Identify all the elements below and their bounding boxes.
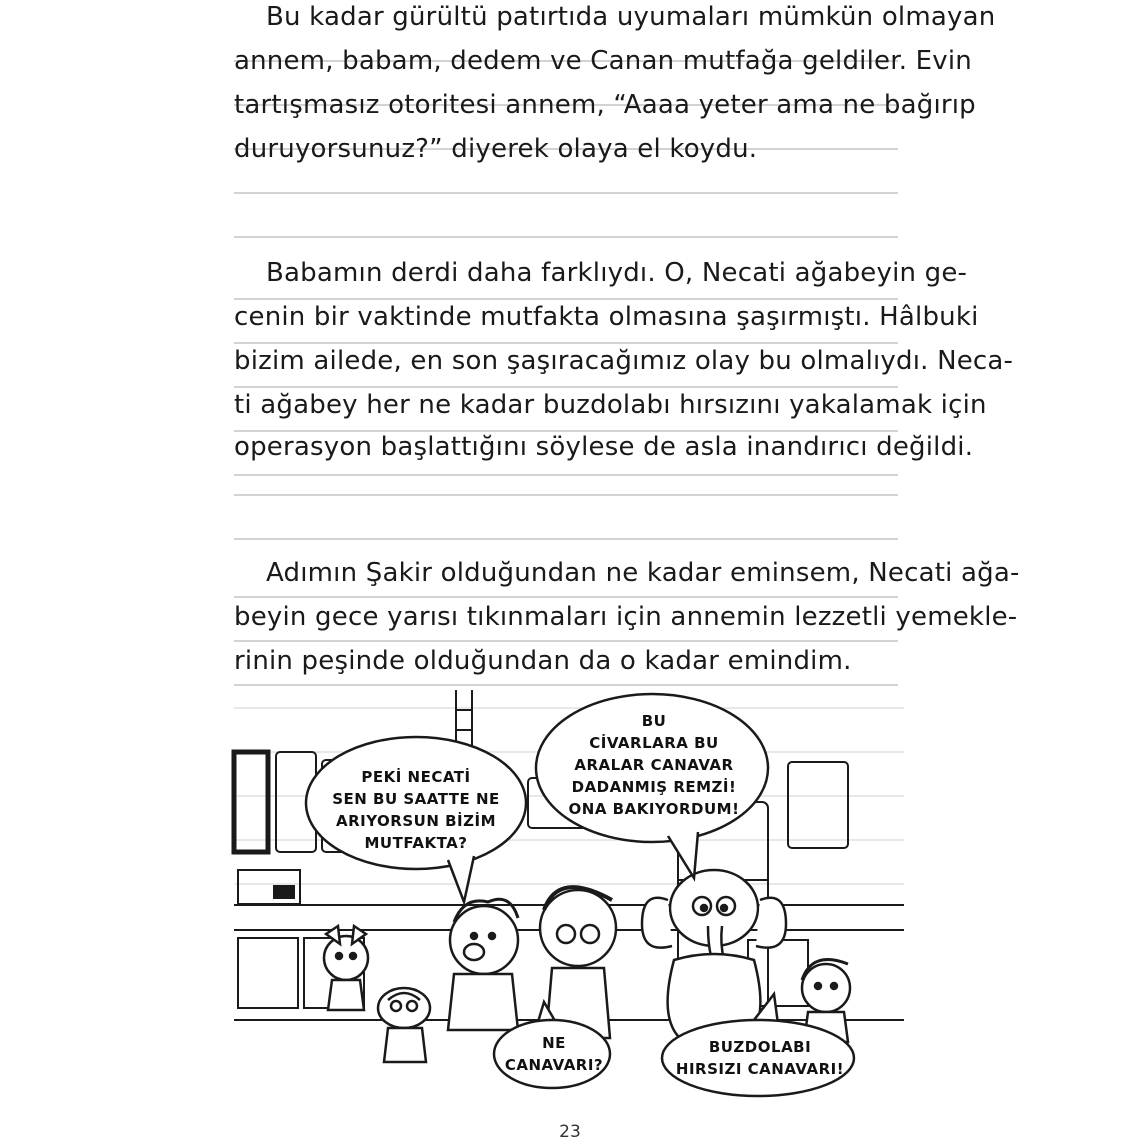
mother-character-icon [448, 899, 518, 1030]
text-line: bizim ailede, en son şaşıracağımız olay bu olmalıydı. Neca- [234, 346, 1014, 376]
bubble-line: DADANMIŞ REMZİ! [571, 778, 737, 796]
bubble-line: CANAVARI? [504, 1056, 604, 1074]
text-line: duruyorsunuz?” diyerek olaya el koydu. [234, 134, 758, 164]
bubble-line: BUZDOLABI [708, 1038, 812, 1056]
text-line: beyin gece yarısı tıkınmaları için annemin lezzetli yemekle- [234, 602, 1018, 632]
rule-line [234, 494, 898, 496]
text-line: ti ağabey her ne kadar buzdolabı hırsızını yakalamak için [234, 390, 987, 420]
text-line: Babamın derdi daha farklıydı. O, Necati ağabeyin ge- [266, 258, 968, 288]
text-line: cenin bir vaktinde mutfakta olmasına şaşırmıştı. Hâlbuki [234, 302, 979, 332]
rule-line [234, 192, 898, 194]
rule-line [234, 342, 898, 344]
rule-line [234, 596, 898, 598]
rule-line [234, 684, 898, 686]
speech-bubble-mother [306, 737, 526, 902]
rule-line [234, 236, 898, 238]
bubble-line: ARIYORSUN BİZİM [335, 812, 497, 830]
rule-line [234, 640, 898, 642]
bubble-line: SEN BU SAATTE NE [332, 790, 500, 808]
rule-line [234, 474, 898, 476]
girl-character-icon [324, 926, 368, 1010]
text-line: tartışmasız otoritesi annem, “Aaaa yeter ama ne bağırıp [234, 90, 976, 120]
page-number: 23 [559, 1122, 581, 1142]
bubble-line: ONA BAKIYORDUM! [568, 800, 740, 818]
kitchen-comic-illustration [228, 690, 910, 1100]
bubble-line: NE [542, 1034, 566, 1052]
bubble-line: MUTFAKTA? [364, 834, 468, 852]
text-line: annem, babam, dedem ve Canan mutfağa geldiler. Evin [234, 46, 972, 76]
bubble-line: ARALAR CANAVAR [574, 756, 734, 774]
bubble-line: BU [641, 712, 667, 730]
bubble-line: PEKİ NECATİ [361, 768, 471, 786]
bubble-line: HIRSIZI CANAVARI! [675, 1060, 845, 1078]
rule-line [234, 298, 898, 300]
grandma-character-icon [378, 988, 430, 1062]
speech-bubble-necati [536, 694, 768, 878]
text-line: rinin peşinde olduğundan da o kadar emindim. [234, 646, 852, 676]
text-line: Adımın Şakir olduğundan ne kadar eminsem, Necati ağa- [266, 558, 1020, 588]
bubble-line: CİVARLARA BU [589, 734, 719, 752]
rule-line [234, 538, 898, 540]
text-line: Bu kadar gürültü patırtıda uyumaları mümkün olmayan [266, 2, 996, 32]
rule-line [234, 386, 898, 388]
text-line: operasyon başlattığını söylese de asla inandırıcı değildi. [234, 432, 974, 462]
